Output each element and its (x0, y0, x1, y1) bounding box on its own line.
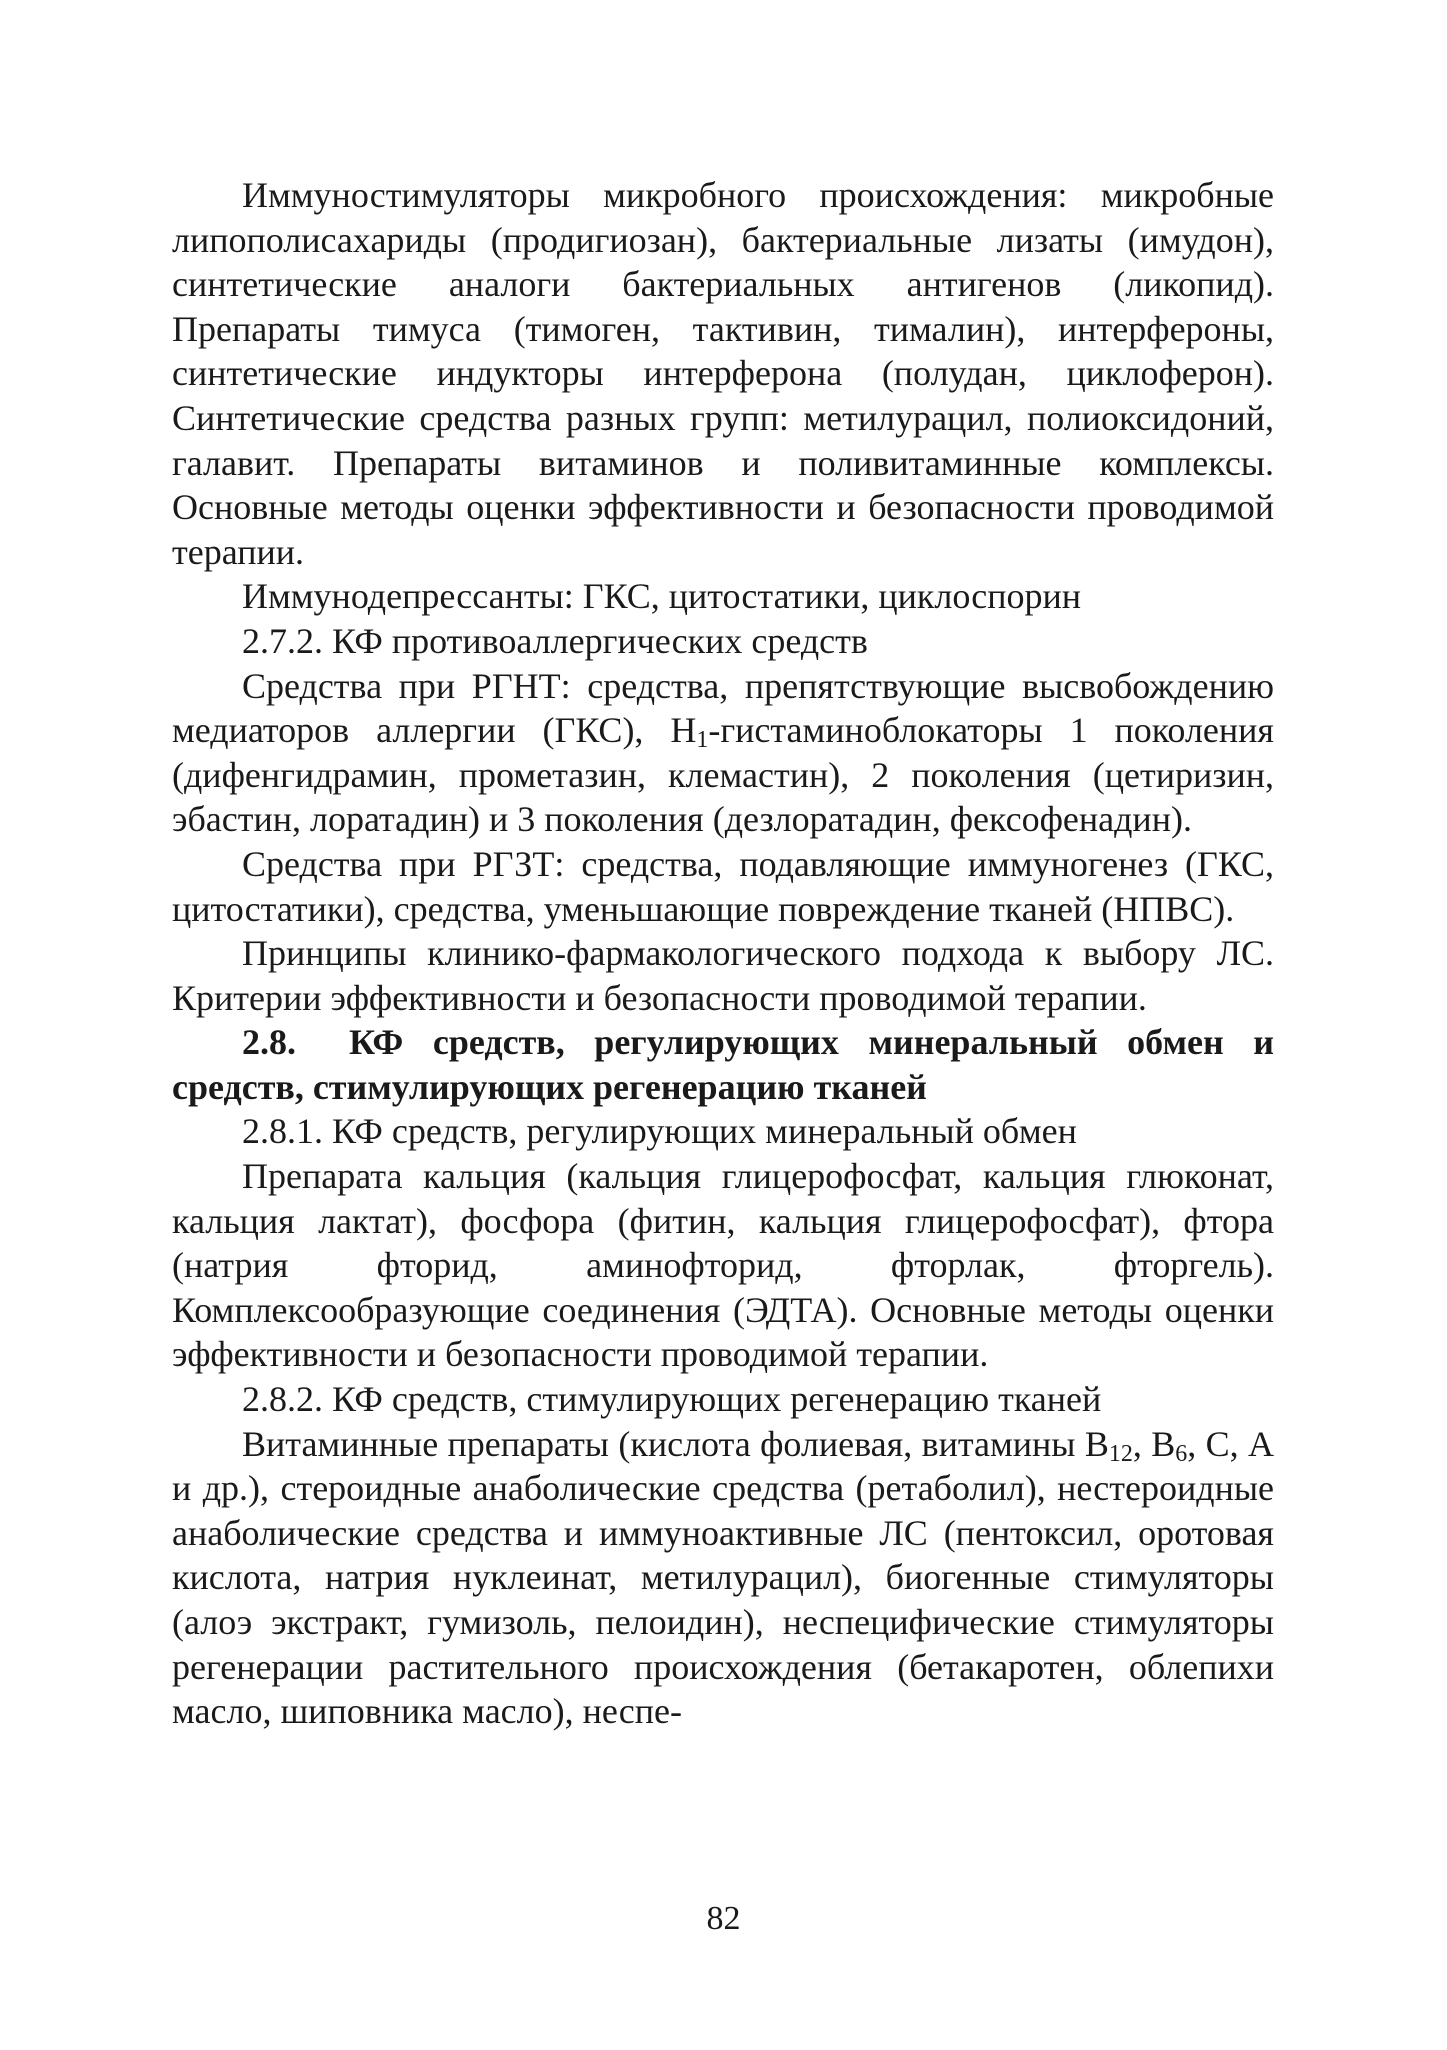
page-body (172, 173, 1274, 1734)
section-number: 2.8. (242, 1022, 296, 1063)
paragraph-immunostimulators: Иммуностимуляторы микробного происхождения: микробные липополисахариды (продигиозан), бактериальные лизаты (имудон), синтетические аналоги бактериальных антигенов (ликопид). Препараты тимуса (тимоген, тактивин, тималин), интерфероны, синтетические индукторы интерферона (полудан, циклоферон). Синтетические средства разных групп: метилурацил, полиоксидоний, галавит. Препараты витаминов и поливитаминные комплексы. Основные методы оценки эффективности и безопасности проводимой терапии. (172, 175, 1274, 572)
paragraph-vitamins (172, 1422, 1274, 1734)
text-fragment: -гистаминоблокаторы 1 поколения (дифенгидрамин, прометазин, клемастин), 2 поколения (цетиризин, эбастин, лоратадин) и 3 поколения (дезлоратадин, фексофенадин). (172, 710, 1274, 840)
paragraph-rgnt (172, 664, 1274, 842)
paragraph-calcium: Препарата кальция (кальция глицерофосфат, кальция глюконат, кальция лактат), фосфора (фитин, кальция глицерофосфат), фтора (натрия фторид, аминофторид, фторлак, фторгель). Комплексообразующие соединения (ЭДТА). Основные методы оценки эффективности и безопасности проводимой терапии. (172, 1156, 1274, 1375)
subscript: 12 (1108, 1440, 1133, 1467)
subscript: 1 (696, 727, 709, 754)
paragraph-principles: Принципы клинико-фармакологического подхода к выбору ЛС. Критерии эффективности и безопасности проводимой терапии. (172, 933, 1274, 1018)
paragraph-rgzt: Средства при РГЗТ: средства, подавляющие иммуногенез (ГКС, цитостатики), средства, уменьшающие повреждение тканей (НПВС). (172, 843, 1274, 929)
subsection-title-2-8-1: 2.8.1. КФ средств, регулирующих минеральный обмен (242, 1111, 1077, 1152)
subscript: 6 (1175, 1440, 1188, 1467)
section-title: КФ средств, регулирующих минеральный обмен и средств, стимулирующих регенерацию тканей (172, 1022, 1274, 1107)
page-number: 82 (706, 1900, 741, 1937)
text-fragment: , С, А и др.), стероидные анаболические средства (ретаболил), нестероидные анаболические средства и иммуноактивные ЛС (пентоксил, оротовая кислота, натрия нуклеинат, метилурацил), биогенные стимуляторы (алоэ экстракт, гумизоль, пелоидин), неспецифические стимуляторы регенерации растительного происхождения (бетакаротен, облепихи масло, шиповника масло), неспе- (172, 1423, 1275, 1732)
subsection-title-2-8-2: 2.8.2. КФ средств, стимулирующих регенерацию тканей (242, 1379, 1102, 1420)
subsection-title-2-7-2: 2.7.2. КФ противоаллергических средств (242, 620, 868, 661)
section-heading-2-8 (172, 1020, 1274, 1109)
text-fragment: , B (1132, 1423, 1176, 1464)
paragraph-immunosuppressants: Иммунодепрессанты: ГКС, цитостатики, циклоспорин (242, 576, 1082, 617)
text-fragment: Средства при РГНТ: средства, препятствующие высвобождению медиаторов аллергии (ГКС), H (172, 665, 1274, 751)
text-fragment: Витаминные препараты (кислота фолиевая, витамины B (242, 1423, 1109, 1464)
